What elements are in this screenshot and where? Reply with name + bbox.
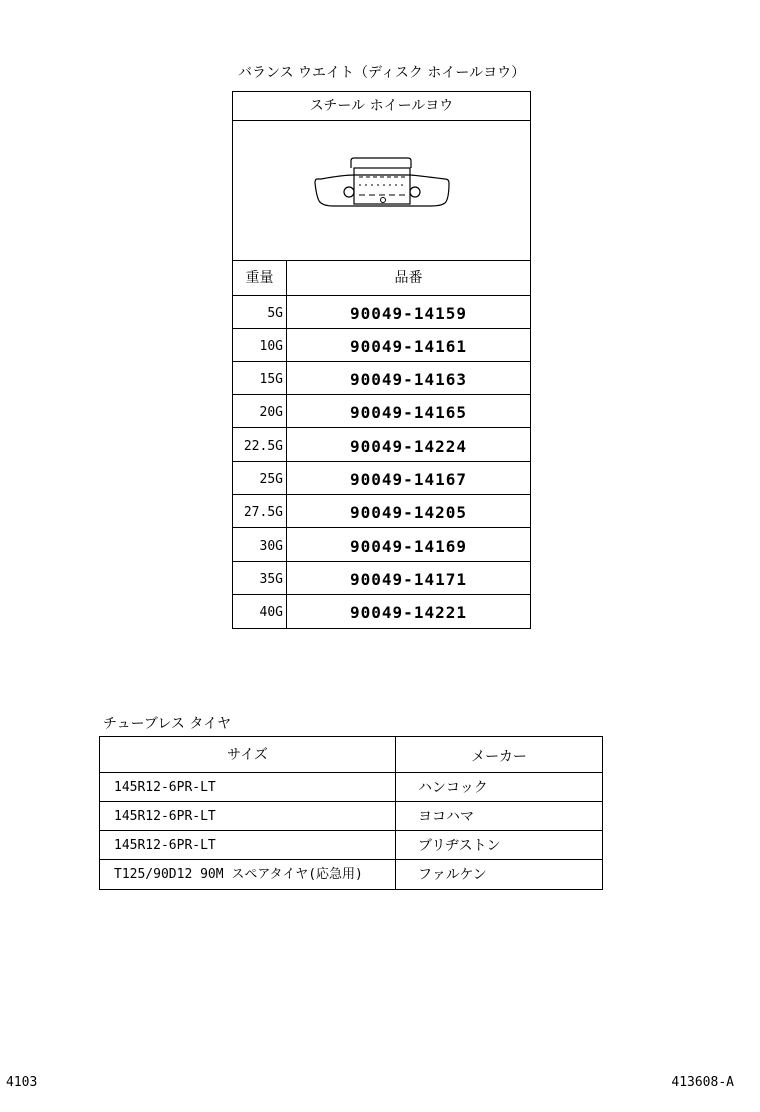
table-row [233,296,530,329]
weight-value: 20G [259,405,283,420]
table-row [100,831,602,860]
weight-column-label: 重量 [245,270,274,286]
weight-value: 40G [259,605,283,620]
tubeless-tire-table [99,736,603,890]
part-number: 90049-14205 [350,503,467,522]
weights-section-title: バランス ウエイト（ディスク ホイールヨウ） [238,65,526,81]
part-number: 90049-14159 [350,304,467,323]
part-number: 90049-14163 [350,370,467,389]
table-row [100,802,602,831]
tire-maker: ファルケン [418,867,487,883]
table-row [100,860,602,889]
weight-value: 22.5G [243,439,283,454]
tire-size: T125/90D12 90M スペアタイヤ(応急用) [114,867,363,882]
tire-section-title: チューブレス タイヤ [103,716,232,732]
part-number: 90049-14169 [350,537,467,556]
balance-weights-table [232,91,531,629]
balance-weight-drawing-icon [233,121,530,260]
tire-size: 145R12-6PR-LT [114,780,216,795]
size-column-label: サイズ [227,747,268,763]
weight-value: 27.5G [243,505,283,520]
tire-size: 145R12-6PR-LT [114,809,216,824]
table-row [100,773,602,802]
weight-value: 5G [267,306,283,321]
part-number: 90049-14171 [350,570,467,589]
weight-value: 15G [259,372,283,387]
part-number: 90049-14161 [350,337,467,356]
column-divider [395,737,396,889]
tire-table-header [100,737,602,773]
tire-size: 145R12-6PR-LT [114,838,216,853]
weights-table-header: スチール ホイールヨウ [233,92,530,121]
part-number: 90049-14224 [350,437,467,456]
illustration-code: 413608-A [671,1075,734,1090]
part-number: 90049-14167 [350,470,467,489]
tire-maker: ヨコハマ [418,809,474,825]
table-row [233,395,530,428]
table-row [233,429,530,462]
page-number: 4103 [6,1075,38,1090]
weight-value: 10G [259,339,283,354]
table-row [233,562,530,595]
tire-maker: ブリヂストン [418,838,501,854]
table-row [233,595,530,628]
table-row [233,462,530,495]
table-row [233,495,530,528]
part-number-column-label: 品番 [394,270,423,286]
weight-value: 25G [259,472,283,487]
maker-column-label: メーカー [471,749,527,765]
part-number: 90049-14165 [350,403,467,422]
table-row [233,529,530,562]
table-row [233,362,530,395]
tire-maker: ハンコック [418,780,488,796]
weight-value: 30G [259,539,283,554]
weight-value: 35G [259,572,283,587]
weights-column-header [233,261,530,296]
part-number: 90049-14221 [350,603,467,622]
table-row [233,329,530,362]
balance-weight-drawing-cell [233,121,530,261]
